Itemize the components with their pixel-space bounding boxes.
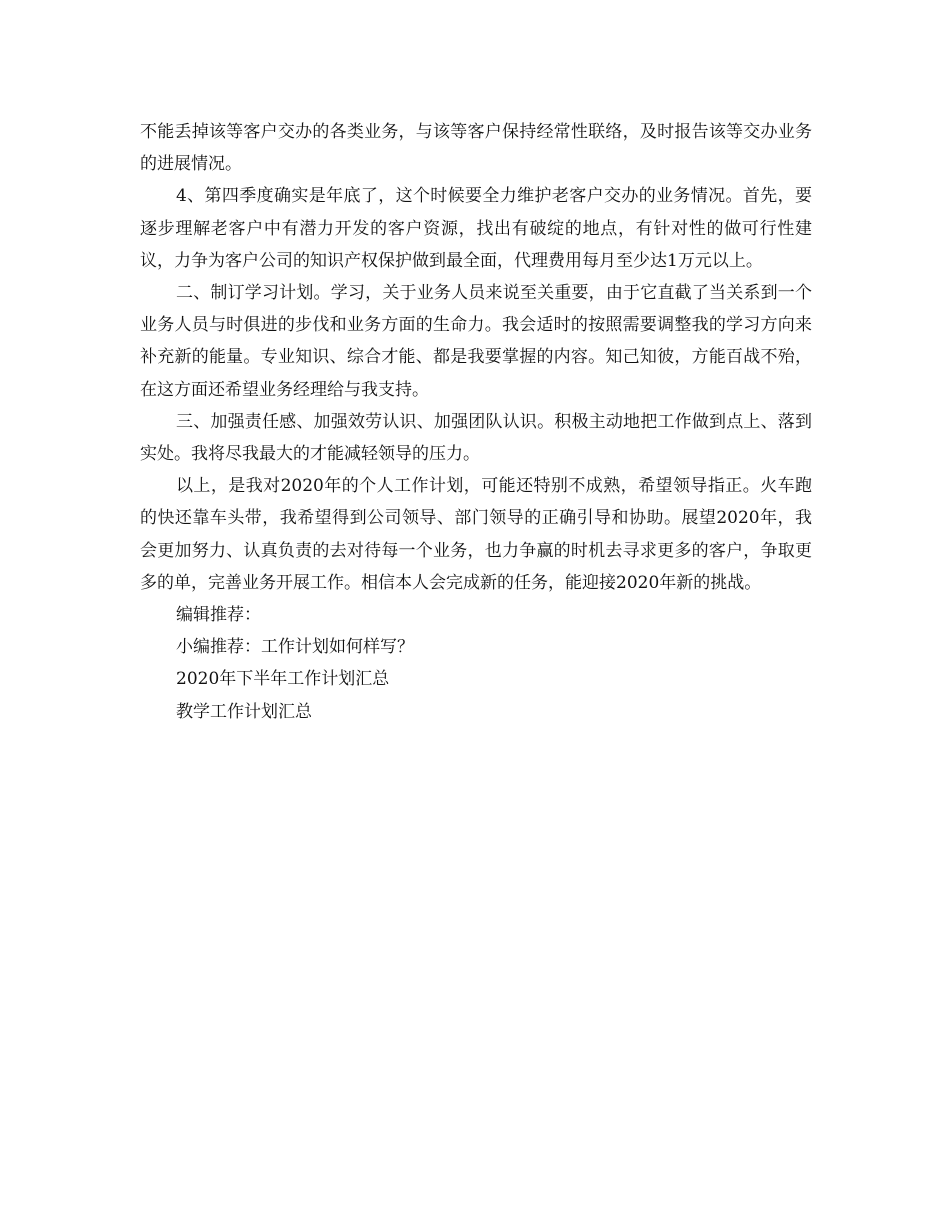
recommend-link-3[interactable]: 教学工作计划汇总 [176, 701, 312, 722]
paragraph-q4-plan: 4、第四季度确实是年底了，这个时候要全力维护老客户交办的业务情况。首先，要逐步理解老客户中有潜力开发的客户资源，找出有破绽的地点，有针对性的做可行性建议，力争为客户公司的知识产权保护做到最全面，代理费用每月至少达1万元以上。 [140, 186, 812, 271]
document-body [140, 116, 812, 728]
paragraph-conclusion: 以上，是我对2020年的个人工作计划，可能还特别不成熟，希望领导指正。火车跑的快还靠车头带，我希望得到公司领导、部门领导的正确引导和协助。展望2020年，我会更加努力、认真负责的去对待每一个业务，也力争赢的时机去寻求更多的客户，争取更多的单，完善业务开展工作。相信本人会完成新的任务，能迎接2020年新的挑战。 [140, 476, 812, 593]
recommend-link-2[interactable]: 2020年下半年工作计划汇总 [176, 669, 390, 690]
recommend-heading: 编辑推荐： [176, 605, 261, 626]
recommend-link-1[interactable]: 小编推荐：工作计划如何样写？ [176, 637, 414, 658]
paragraph-continuation: 不能丢掉该等客户交办的各类业务，与该等客户保持经常性联络，及时报告该等交办业务的进展情况。 [140, 122, 812, 175]
paragraph-responsibility: 三、加强责任感、加强效劳认识、加强团队认识。积极主动地把工作做到点上、落到实处。我将尽我最大的才能减轻领导的压力。 [140, 411, 812, 465]
paragraph-study-plan: 二、制订学习计划。学习，关于业务人员来说至关重要，由于它直截了当关系到一个业务人员与时俱进的步伐和业务方面的生命力。我会适时的按照需要调整我的学习方向来补充新的能量。专业知识、综合才能、都是我要掌握的内容。知己知彼，方能百战不殆，在这方面还希望业务经理给与我支持。 [140, 283, 812, 400]
